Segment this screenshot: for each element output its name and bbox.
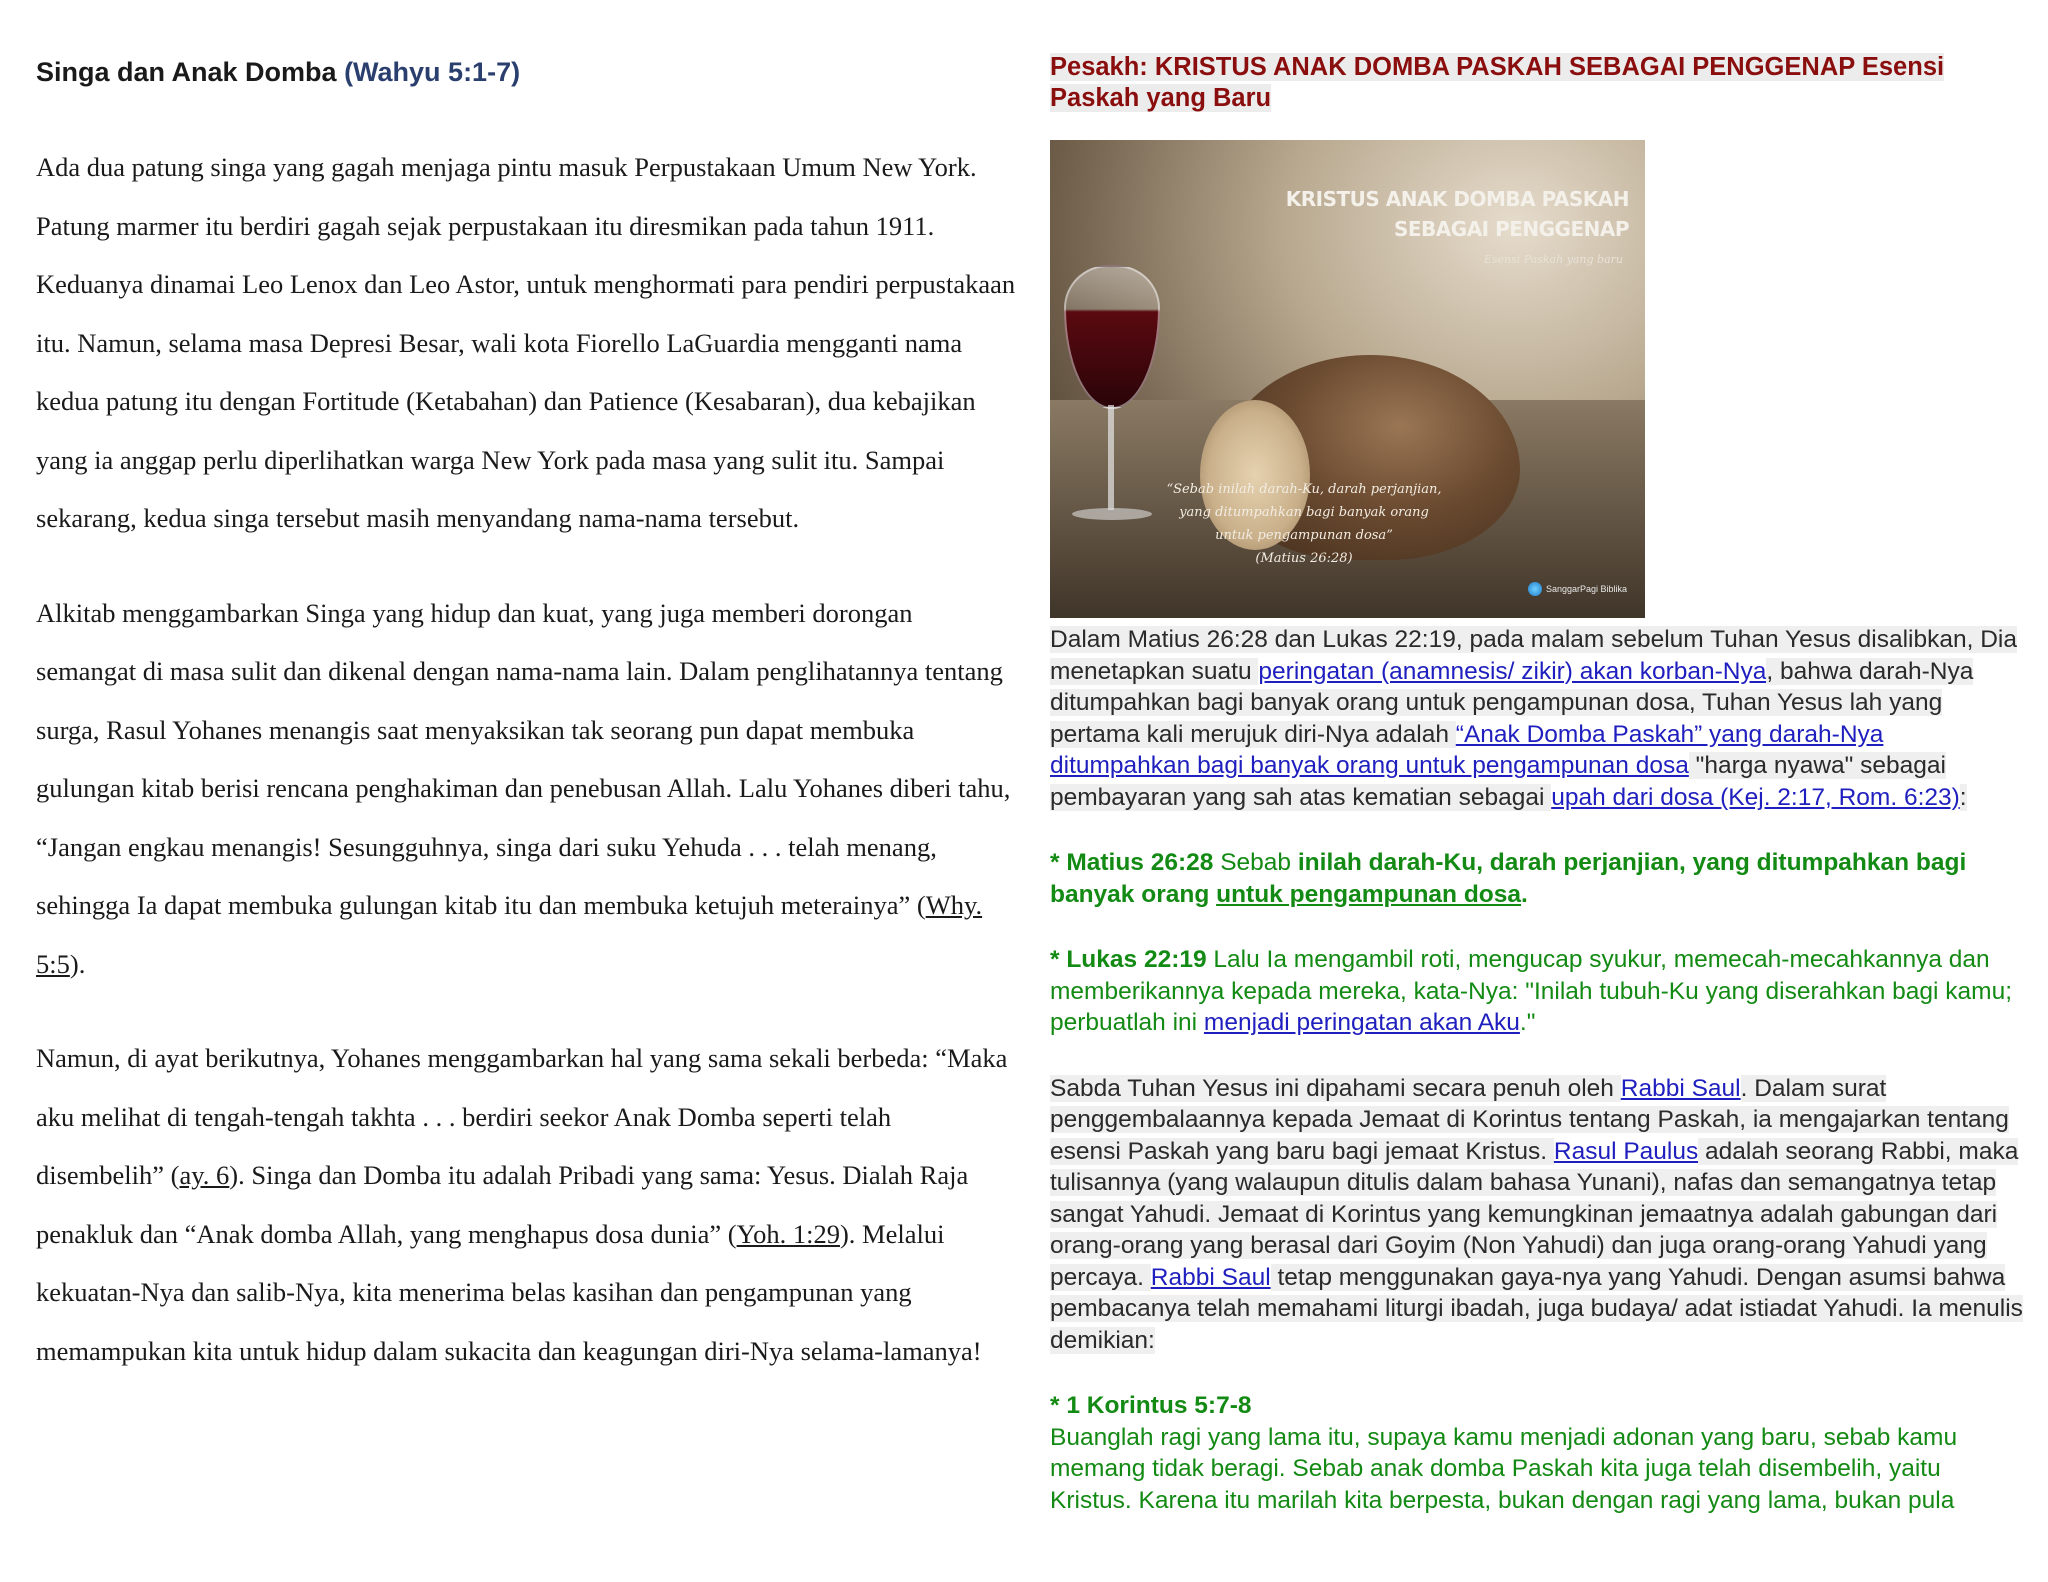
left-p3-text-c: ). Melalui kekuatan-Nya dan salib-Nya, kita menerima belas kasihan dan pengampunan yang memampukan kita untuk hidup dalam sukacita dan keagungan diri-Nya selama-lamanya! (36, 1218, 982, 1366)
verse-corinthians-ref: * 1 Korintus 5:7-8 (1050, 1392, 1252, 1419)
right-p2-text-d: tetap menggunakan gaya-nya yang Yahudi. Dengan asumsi bahwa pembacanya telah memahami liturgi ibadah, juga budaya/ adat istiadat Yahudi. Ia menulis demikian: (1050, 1263, 2023, 1354)
right-article-title (1050, 52, 2025, 114)
remembrance-link[interactable]: menjadi peringatan akan Aku (1203, 1009, 1520, 1036)
image-quote-line-2: yang ditumpahkan bagi banyak orang (1179, 505, 1429, 520)
bible-ref-link[interactable]: ay. 6 (179, 1160, 230, 1190)
logo-globe-icon (1528, 582, 1542, 596)
verse-matthew-text-b: inilah darah-Ku, darah perjanjian, yang ditumpahkan bagi banyak orang (1050, 849, 1967, 908)
verse-luke-ref: * Lukas 22:19 (1050, 946, 1207, 973)
right-title-text: Pesakh: KRISTUS ANAK DOMBA PASKAH SEBAGAI PENGGENAP Esensi Paskah yang Baru (1050, 53, 1945, 112)
bible-ref-link[interactable]: Yoh. 1:29 (736, 1218, 840, 1249)
left-title-text: Singa dan Anak Domba (36, 57, 337, 87)
image-title (1286, 184, 1629, 244)
article-image (1050, 140, 1645, 618)
right-p1-text-d: : (1959, 783, 1967, 811)
right-p1-text-a: Dalam Matius 26:28 dan Lukas 22:19, pada malam sebelum Tuhan Yesus disalibkan, Dia menetapkan suatu (1050, 626, 2017, 685)
image-title-line-1: KRISTUS ANAK DOMBA PASKAH (1285, 187, 1629, 211)
left-title-ref: (Wahyu 5:1-7) (344, 57, 521, 87)
wages-of-sin-link[interactable]: upah dari dosa (Kej. 2:17, Rom. 6:23) (1551, 783, 1960, 811)
left-column (36, 52, 1016, 1416)
left-article-title (36, 52, 1016, 92)
left-paragraph-2 (36, 584, 1016, 994)
image-quote-line-3: untuk pengampunan dosa” (1215, 528, 1393, 543)
verse-luke-text-b: ." (1519, 1009, 1536, 1036)
wine-glass-stem (1108, 405, 1114, 510)
anamnesis-link[interactable]: peringatan (anamnesis/ zikir) akan korban-Nya (1258, 657, 1767, 685)
right-p2-text-c: adalah seorang Rabbi, maka tulisannya (yang walaupun ditulis dalam bahasa Yunani), nafas dan semangatnya tetap sangat Yahudi. Jemaat di Korintus yang kemungkinan jemaatnya adalah gabungan dari orang-orang yang berasal dari Goyim (Non Yahudi) dan juga orang-orang Yahudi yang percaya. (1050, 1137, 2019, 1291)
image-subtitle: Esensi Paskah yang baru (1483, 253, 1623, 266)
right-p2-text-a: Sabda Tuhan Yesus ini dipahami secara penuh oleh (1050, 1074, 1621, 1102)
logo-text: SanggarPagi Biblika (1545, 584, 1627, 594)
wine-glass-icon (1064, 265, 1160, 409)
verse-corinthians-text: Buanglah ragi yang lama itu, supaya kamu menjadi adonan yang baru, sebab kamu memang tidak beragi. Sebab anak domba Paskah kita juga telah disembelih, yaitu Kristus. Karena itu marilah kita berpesta, bukan dengan ragi yang lama, bukan pula (1050, 1423, 1958, 1514)
image-title-line-2: SEBAGAI PENGGENAP (1393, 217, 1629, 241)
left-paragraph-1: Ada dua patung singa yang gagah menjaga pintu masuk Perpustakaan Umum New York. Patung marmer itu berdiri gagah sejak perpustakaan itu diresmikan pada tahun 1911. Keduanya dinamai Leo Lenox dan Leo Astor, untuk menghormati para pendiri perpustakaan itu. Namun, selama masa Depresi Besar, wali kota Fiorello LaGuardia mengganti nama kedua patung itu dengan Fortitude (Ketabahan) dan Patience (Kesabaran), dua kebajikan yang ia anggap perlu diperlihatkan warga New York pada masa yang sulit itu. Sampai sekarang, kedua singa tersebut masih menyandang nama-nama tersebut. (36, 152, 1016, 533)
image-quote-ref: (Matius 26:28) (1255, 551, 1353, 566)
image-quote (1134, 478, 1474, 570)
image-logo (1528, 582, 1627, 596)
verse-corinthians (1050, 1390, 2025, 1516)
left-paragraph-3 (36, 1029, 1016, 1380)
left-p2-text-b: ). (69, 948, 86, 979)
verse-luke-text-a: Lalu Ia mengambil roti, mengucap syukur, memecah-mecahkannya dan memberikannya kepada mereka, kata-Nya: "Inilah tubuh-Ku yang diserahkan bagi kamu; perbuatlah ini (1050, 946, 2013, 1036)
verse-matthew (1050, 847, 2025, 910)
bible-ref-link[interactable]: Why. 5:5 (36, 890, 983, 979)
right-paragraph-2 (1050, 1073, 2025, 1357)
verse-matthew-underline: untuk pengampunan dosa (1216, 880, 1522, 908)
verse-luke (1050, 944, 2025, 1039)
rasul-paulus-link[interactable]: Rasul Paulus (1553, 1137, 1699, 1165)
left-p3-text-b: ). Singa dan Domba itu adalah Pribadi yang sama: Yesus. Dialah Raja penakluk dan “Anak domba Allah, yang menghapus dosa dunia” ( (36, 1160, 969, 1249)
right-column (1050, 52, 2025, 1550)
right-paragraph-1 (1050, 624, 2025, 813)
verse-matthew-text-a: Sebab (1213, 849, 1298, 876)
verse-matthew-ref: * Matius 26:28 (1050, 849, 1214, 876)
right-p1-text-c: "harga nyawa" sebagai pembayaran yang sah atas kematian sebagai (1050, 752, 1946, 811)
rabbi-saul-link[interactable]: Rabbi Saul (1150, 1263, 1271, 1291)
right-p2-text-b: . Dalam surat penggembalaannya kepada Jemaat di Korintus tentang Paskah, ia mengajarkan tentang esensi Paskah yang baru bagi jemaat Kristus. (1050, 1074, 2009, 1165)
verse-matthew-text-c: . (1521, 880, 1528, 908)
right-p1-text-b: , bahwa darah-Nya ditumpahkan bagi banyak orang untuk pengampunan dosa, Tuhan Yesus lah yang pertama kali merujuk diri-Nya adalah (1050, 657, 1974, 748)
left-p2-text-a: Alkitab menggambarkan Singa yang hidup dan kuat, yang juga memberi dorongan semangat di masa sulit dan dikenal dengan nama-nama lain. Dalam penglihatannya tentang surga, Rasul Yohanes menangis saat menyaksikan tak seorang pun dapat membuka gulungan kitab berisi rencana penghakiman dan penebusan Allah. Lalu Yohanes diberi tahu, “Jangan engkau menangis! Sesungguhnya, singa dari suku Yehuda . . . telah menang, sehingga Ia dapat membuka gulungan kitab itu dan membuka ketujuh meterainya” ( (36, 597, 1011, 920)
rabbi-saul-link[interactable]: Rabbi Saul (1620, 1074, 1741, 1102)
left-p3-text-a: Namun, di ayat berikutnya, Yohanes menggambarkan hal yang sama sekali berbeda: “Maka aku melihat di tengah-tengah takhta . . . berdiri seekor Anak Domba seperti telah disembelih” ( (36, 1043, 1008, 1190)
passover-lamb-link[interactable]: “Anak Domba Paskah” yang darah-Nya ditumpahkan bagi banyak orang untuk pengampunan dosa (1050, 720, 1884, 779)
image-quote-line-1: “Sebab inilah darah-Ku, darah perjanjian, (1166, 482, 1442, 497)
